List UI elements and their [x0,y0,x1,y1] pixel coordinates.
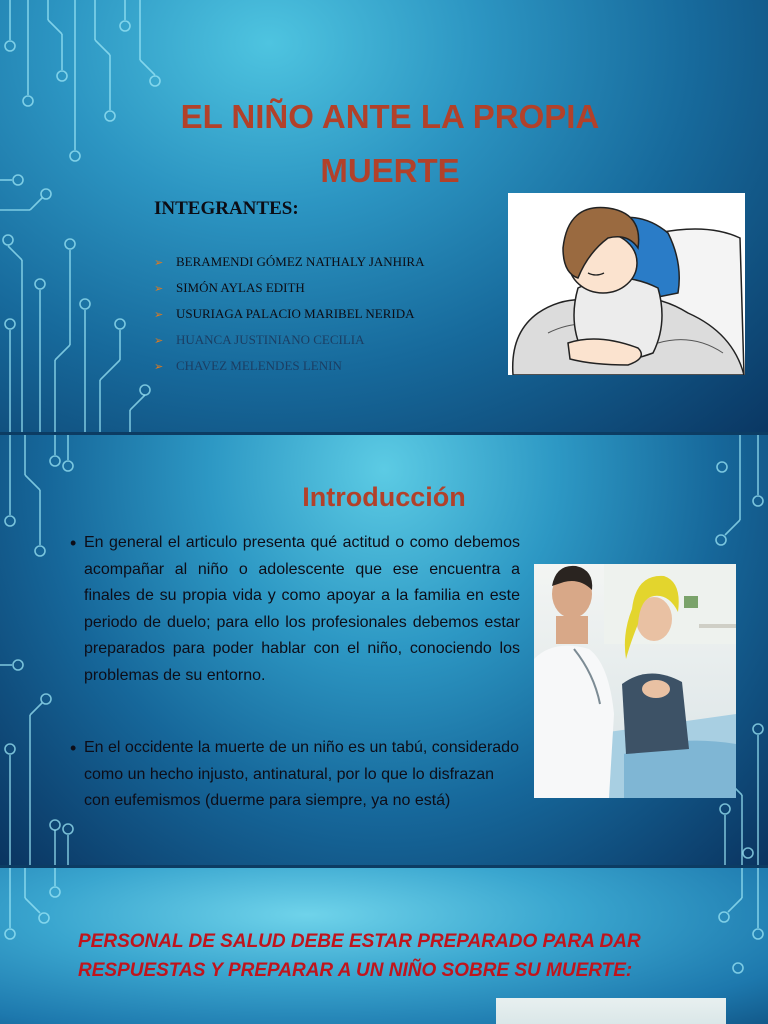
paragraph-2-text: En el occidente la muerte de un niño es un tabú, considerado como un hecho injusto, antinatural, por lo que lo disfrazan con eufemismos (duerme para siempre, ya no está) [84,739,519,809]
list-item [154,358,424,384]
list-item [154,306,424,332]
arrow-bullet-icon: ➢ [154,335,164,347]
slide-2-title: Introducción [302,482,466,513]
bullet-icon: • [70,533,77,553]
arrow-bullet-icon: ➢ [154,361,164,373]
slide-1-title [140,90,640,198]
title-line-1: PERSONAL DE SALUD DEBE ESTAR PREPARADO PARA DAR [78,931,641,952]
members-heading: INTEGRANTES: [154,198,299,219]
list-item [154,280,424,306]
list-item [154,332,424,358]
members-list [154,254,424,384]
title-line-2: MUERTE [320,152,460,190]
member-name: HUANCA JUSTINIANO CECILIA [176,332,365,347]
member-name: CHAVEZ MELENDES LENIN [176,358,342,373]
doctor-and-patient-photo-icon [534,564,736,798]
partial-photo [496,998,726,1024]
arrow-bullet-icon: ➢ [154,257,164,269]
paragraph-2 [70,735,520,815]
slide-3-title [78,927,718,985]
slide-3 [0,868,768,1024]
paragraph-1-text: En general el articulo presenta qué actitud o como debemos acompañar al niño o adolescente que ese encuentra a finales de su propia vida y como apoyar a la familia en este periodo de duelo; para ello los profesionales debemos estar preparados para poder hablar con el niño, conociendo los problemas de su entorno. [84,534,520,684]
member-name: SIMÓN AYLAS EDITH [176,280,305,295]
slide-1 [0,0,768,432]
member-name: USURIAGA PALACIO MARIBEL NERIDA [176,306,415,321]
arrow-bullet-icon: ➢ [154,283,164,295]
arrow-bullet-icon: ➢ [154,309,164,321]
paragraph-1 [70,530,520,689]
member-name: BERAMENDI GÓMEZ NATHALY JANHIRA [176,254,425,269]
list-item [154,254,424,280]
title-line-1: EL NIÑO ANTE LA PROPIA [180,98,600,136]
bullet-icon: • [70,738,77,758]
sad-child-illustration-icon [508,193,745,375]
circuit-decoration-icon [0,0,170,432]
slide-2 [0,435,768,865]
title-line-2: RESPUESTAS Y PREPARAR A UN NIÑO SOBRE SU MUERTE: [78,960,633,981]
